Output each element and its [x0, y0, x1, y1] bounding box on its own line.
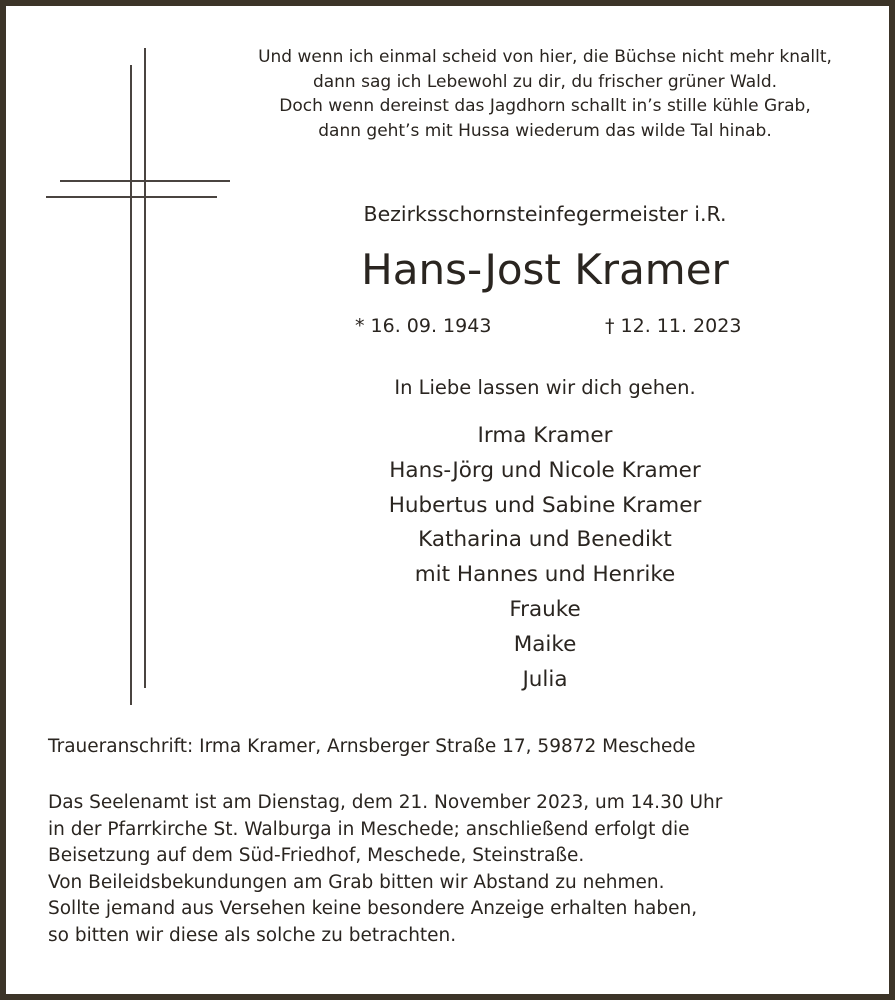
service-line: Beisetzung auf dem Süd-Friedhof, Meschede, Steinstraße.	[48, 845, 585, 866]
family-member: Frauke	[509, 596, 581, 622]
service-line: so bitten wir diese als solche zu betrachten.	[48, 924, 457, 946]
family-member: Maike	[513, 631, 577, 657]
family-member: Hans-Jörg und Nicole Kramer	[389, 457, 701, 483]
poem-line: Doch wenn dereinst das Jagdhorn schallt in’s stille kühle Grab,	[279, 96, 811, 116]
service-line: Von Beileidsbekundungen am Grab bitten wir Abstand zu nehmen.	[48, 871, 665, 893]
service-line: in der Pfarrkirche St. Walburga in Meschede; anschließend erfolgt die	[48, 818, 690, 840]
poem-line: Und wenn ich einmal scheid von hier, die Büchse nicht mehr knallt,	[258, 47, 832, 67]
mourning-address: Traueranschrift: Irma Kramer, Arnsberger Straße 17, 59872 Meschede	[48, 736, 696, 757]
death-date: † 12. 11. 2023	[605, 315, 742, 337]
farewell-text: In Liebe lassen wir dich gehen.	[394, 376, 696, 399]
poem	[200, 45, 890, 143]
cross-vertical-line	[130, 65, 132, 705]
poem-line: dann geht’s mit Hussa wiederum das wilde Tal hinab.	[318, 120, 772, 141]
service-info	[48, 790, 868, 949]
family-member: Julia	[522, 666, 568, 692]
service-line: Sollte jemand aus Versehen keine besondere Anzeige erhalten haben,	[48, 898, 698, 919]
cross-horizontal-line	[60, 180, 230, 182]
birth-date: * 16. 09. 1943	[355, 315, 492, 337]
poem-line: dann sag ich Lebewohl zu dir, du frischer grüner Wald.	[312, 71, 778, 92]
deceased-name: Hans-Jost Kramer	[361, 245, 729, 294]
family-member: Katharina und Benedikt	[418, 527, 672, 553]
family-member: mit Hannes und Henrike	[414, 562, 676, 588]
family-member: Irma Kramer	[477, 423, 613, 448]
family-list	[200, 419, 890, 697]
family-member: Hubertus und Sabine Kramer	[388, 492, 702, 518]
deceased-title: Bezirksschornsteinfegermeister i.R.	[363, 202, 727, 226]
cross-horizontal-line	[46, 196, 217, 198]
service-line: Das Seelenamt ist am Dienstag, dem 21. November 2023, um 14.30 Uhr	[48, 792, 723, 813]
cross-vertical-line	[144, 48, 146, 688]
